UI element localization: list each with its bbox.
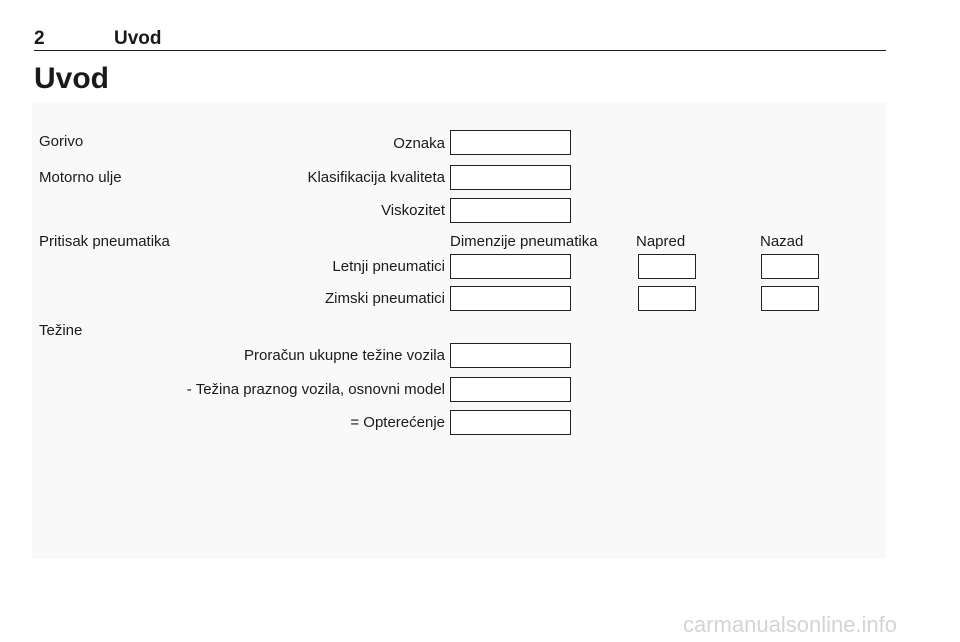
oil-quality-field[interactable]	[450, 165, 571, 190]
oil-viscosity-field[interactable]	[450, 198, 571, 223]
oil-section-label: Motorno ulje	[39, 169, 122, 186]
empty-weight-field[interactable]	[450, 377, 571, 402]
summer-front-pressure-field[interactable]	[638, 254, 696, 279]
empty-weight-label: - Težina praznog vozila, osnovni model	[186, 381, 445, 398]
gross-weight-label: Proračun ukupne težine vozila	[244, 347, 445, 364]
front-column-header: Napred	[636, 233, 686, 250]
winter-front-pressure-field[interactable]	[638, 286, 696, 311]
page-title: Uvod	[34, 62, 109, 95]
summer-tyre-size-field[interactable]	[450, 254, 571, 279]
rear-column-header: Nazad	[760, 233, 804, 250]
summer-rear-pressure-field[interactable]	[761, 254, 819, 279]
tyre-size-column-header: Dimenzije pneumatika	[450, 233, 598, 250]
fuel-designation-label: Oznaka	[393, 135, 445, 152]
oil-viscosity-label: Viskozitet	[381, 202, 445, 219]
load-label: = Opterećenje	[350, 414, 445, 431]
page-header	[34, 28, 886, 51]
fuel-section-label: Gorivo	[39, 133, 84, 150]
fuel-designation-field[interactable]	[450, 130, 571, 155]
watermark: carmanualsonline.info	[683, 612, 898, 637]
running-title: Uvod	[114, 28, 162, 49]
winter-tyres-label: Zimski pneumatici	[324, 290, 445, 307]
oil-quality-label: Klasifikacija kvaliteta	[307, 169, 445, 186]
gross-weight-field[interactable]	[450, 343, 571, 368]
summer-tyres-label: Letnji pneumatici	[332, 258, 445, 275]
weights-section-label: Težine	[39, 322, 83, 339]
vehicle-data-form	[32, 103, 886, 559]
page-number: 2	[34, 28, 45, 49]
winter-tyre-size-field[interactable]	[450, 286, 571, 311]
tyre-pressure-section-label: Pritisak pneumatika	[39, 233, 170, 250]
winter-rear-pressure-field[interactable]	[761, 286, 819, 311]
load-field[interactable]	[450, 410, 571, 435]
